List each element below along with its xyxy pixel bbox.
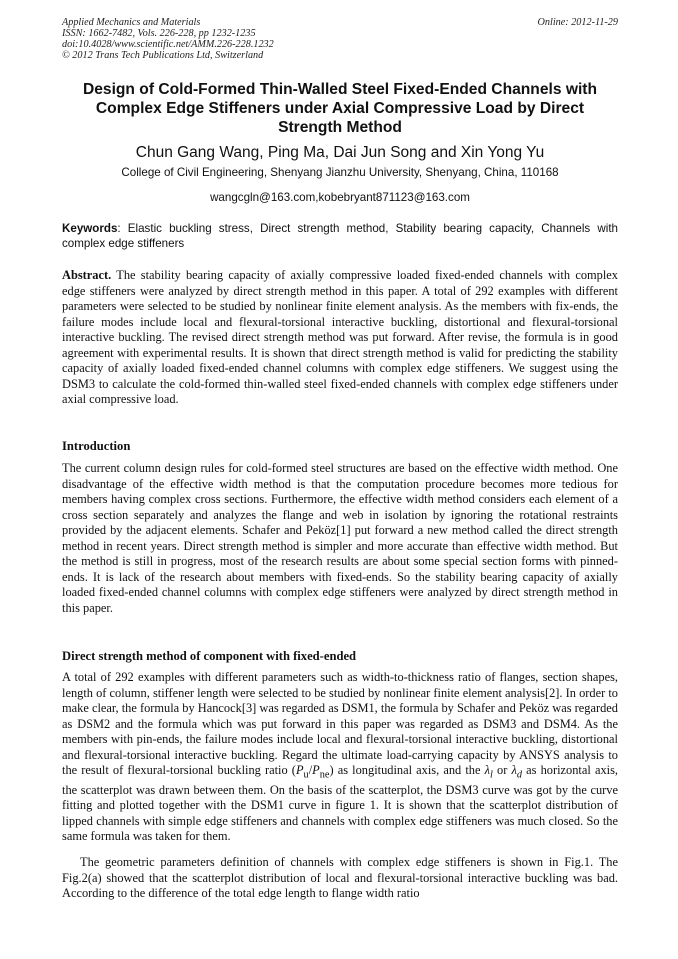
ratio-slash: / bbox=[308, 763, 313, 777]
lambda-d-subscript: d bbox=[516, 769, 523, 781]
or-text: or bbox=[492, 763, 512, 777]
email: wangcgln@163.com,kobebryant871123@163.com bbox=[210, 191, 470, 204]
dsm-text-a: A total of 292 examples with different parameters such as width-to-thickness ratio of flanges, section shapes, length of column, stiffener length were selected to be studied by nonlinear finite element analysis[2]. In order to make clear, the formula by Hancock[3] was regarded as DSM1, the formula by Schafer and Peköz was regarded as DSM2 and the formula which was put forward in this paper was regarded as DSM3 and DSM4. As the members with pin-ends, the failure modes include local and flexural-torsional interactive buckling, distortional and flexural-torsional interactive buckling. Regard the ultimate load-carrying capacity by ANSYS analysis to the result of flexural-torsional buckling ratio ( bbox=[62, 670, 618, 777]
dsm-text-c: as horizontal axis, the scatterplot was drawn between them. On the basis of the scatterplot, the DSM3 curve was got by the curve fitting and plotted together with the DSM1 curve in figure 1. It is shown that the scatterplot distribution of lipped channels with simple edge stiffeners and channels with complex edge stiffeners was much closed. So the same formula was taken for them. bbox=[62, 763, 618, 844]
journal-header bbox=[62, 17, 618, 61]
dsm-text-b: ) as longitudinal axis, and the bbox=[329, 763, 485, 777]
keywords bbox=[62, 222, 618, 251]
doi-line: doi:10.4028/www.scientific.net/AMM.226-228.1232 bbox=[62, 39, 274, 50]
keywords-text: : Elastic buckling stress, Direct strength method, Stability bearing capacity, Channels with complex edge stiffeners bbox=[62, 222, 618, 250]
dsm-paragraph-2: The geometric parameters definition of channels with complex edge stiffeners is shown in Fig.1. The Fig.2(a) showed that the scatterplot distribution of local and flexural-torsional interactive buckling was bad. According to the difference of the total edge length to flange width ratio bbox=[62, 855, 618, 900]
pu-subscript: u bbox=[303, 769, 309, 781]
introduction-heading: Introduction bbox=[62, 439, 131, 453]
journal-name: Applied Mechanics and Materials bbox=[62, 17, 201, 28]
pu-symbol: P bbox=[295, 763, 304, 777]
pne-symbol: P bbox=[312, 763, 320, 777]
online-date: Online: 2012-11-29 bbox=[537, 17, 618, 28]
lambda-d-symbol: λ bbox=[511, 763, 517, 777]
copyright-line: © 2012 Trans Tech Publications Ltd, Switzerland bbox=[62, 50, 264, 61]
affiliation: College of Civil Engineering, Shenyang Jianzhu University, Shenyang, China, 110168 bbox=[121, 166, 559, 179]
issn-line: ISSN: 1662-7482, Vols. 226-228, pp 1232-1235 bbox=[62, 28, 256, 39]
keywords-label: Keywords bbox=[62, 222, 118, 235]
paper-title: Design of Cold-Formed Thin-Walled Steel Fixed-Ended Channels with Complex Edge Stiffeners under Axial Compressive Load by Direct Strength Method bbox=[82, 81, 598, 136]
pne-subscript: ne bbox=[319, 769, 330, 781]
lambda-l-subscript: l bbox=[490, 769, 493, 781]
dsm-section-heading: Direct strength method of component with fixed-ended bbox=[62, 649, 357, 663]
authors: Chun Gang Wang, Ping Ma, Dai Jun Song and Xin Yong Yu bbox=[135, 144, 545, 161]
abstract-label: Abstract. bbox=[62, 268, 112, 282]
abstract bbox=[62, 268, 618, 408]
dsm-paragraph-1 bbox=[62, 670, 618, 845]
abstract-text: The stability bearing capacity of axially compressive loaded fixed-ended channels with complex edge stiffeners were analyzed by direct strength method in this paper. A total of 292 examples with different parameters were selected to be studied by nonlinear finite element analysis. As the members with fix-ends, the failure modes include local and flexural-torsional interactive buckling, distortional and flexural-torsional interactive buckling. The revised direct strength method was put forward. After revise, the formula is in good agreement with experimental results. It is shown that direct strength method is valid for predicting the stability capacity of axially loaded fixed-ended channel columns with complex edge stiffeners. We suggest using the DSM3 to calculate the cold-formed thin-walled steel fixed-ended channels with complex edge stiffeners under axial compressive load. bbox=[62, 268, 618, 406]
introduction-paragraph: The current column design rules for cold-formed steel structures are based on the effective width method. One disadvantage of the effective width method is that the computation procedure becomes more tedious for members having complex cross sections. Furthermore, the effective width method considers each element of a cross section separately and analyzes the flange and web in isolation by ignoring the rotational restraints provided by the adjacent elements. Schafer and Peköz[1] put forward a new method called the direct strength method in recent years. Direct strength method is simpler and more accurate than effective width method. But the method is still in progress, most of the research results are about some special section forms with pinned-ends. It is lack of the research about members with fixed-ends. So the stability bearing capacity of axially loaded fixed-ended channel columns with complex edge stiffeners were analyzed by direct strength method in this paper. bbox=[62, 461, 618, 615]
lambda-l-symbol: λ bbox=[484, 763, 491, 777]
